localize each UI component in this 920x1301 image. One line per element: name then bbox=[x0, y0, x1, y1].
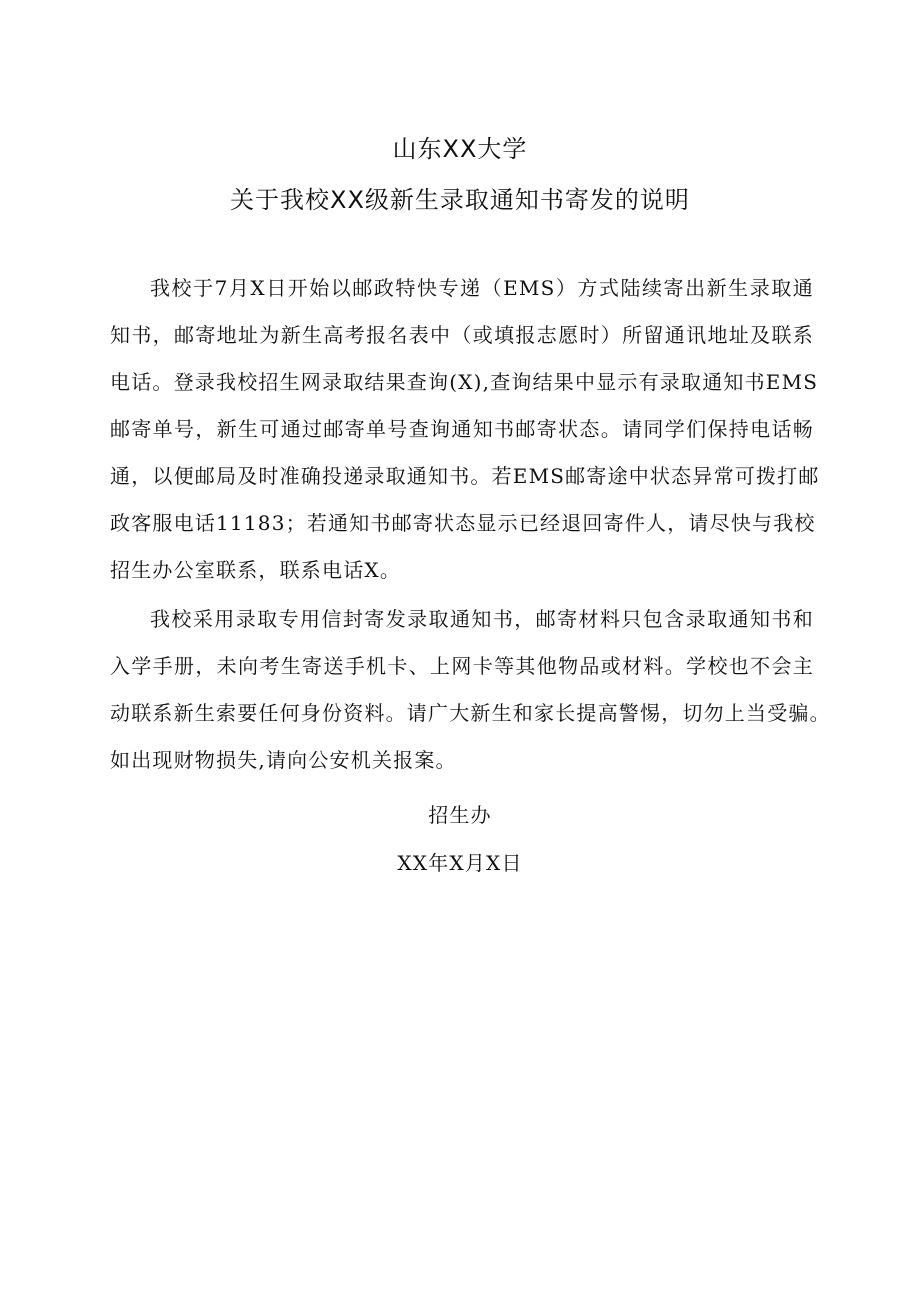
paragraph-line: 知书，邮寄地址为新生高考报名表中（或填报志愿时）所留通讯地址及联系 bbox=[110, 323, 814, 347]
signature-office: 招生办 bbox=[428, 803, 492, 827]
paragraph-line: 政客服电话11183；若通知书邮寄状态显示已经退回寄件人，请尽快与我校 bbox=[110, 511, 816, 535]
paragraph-1 bbox=[110, 265, 820, 594]
paragraph-line: 如出现财物损失,请向公安机关报案。 bbox=[110, 748, 457, 772]
paragraph-line: 我校采用录取专用信封寄发录取通知书，邮寄材料只包含录取通知书和 bbox=[150, 607, 814, 631]
paragraph-line: 电话。登录我校招生网录取结果查询(X),查询结果中显示有录取通知书EMS bbox=[110, 370, 819, 394]
paragraph-line: 我校于7月X日开始以邮政特快专递（EMS）方式陆续寄出新生录取通 bbox=[150, 276, 814, 300]
paragraph-line: 动联系新生索要任何身份资料。请广大新生和家长提高警惕，切勿上当受骗。 bbox=[110, 701, 831, 725]
paragraph-line: 通，以便邮局及时准确投递录取通知书。若EMS邮寄途中状态异常可拨打邮 bbox=[110, 464, 820, 488]
signature-date: XX年X月X日 bbox=[397, 851, 523, 875]
document-title: 山东XX大学 bbox=[392, 135, 528, 163]
paragraph-line: 邮寄单号，新生可通过邮寄单号查询通知书邮寄状态。请同学们保持电话畅 bbox=[110, 417, 814, 441]
paragraph-line: 入学手册，未向考生寄送手机卡、上网卡等其他物品或材料。学校也不会主 bbox=[110, 654, 814, 678]
paragraph-line: 招生办公室联系，联系电话X。 bbox=[110, 558, 402, 582]
document-subtitle: 关于我校XX级新生录取通知书寄发的说明 bbox=[230, 186, 690, 214]
paragraph-2 bbox=[110, 596, 831, 784]
